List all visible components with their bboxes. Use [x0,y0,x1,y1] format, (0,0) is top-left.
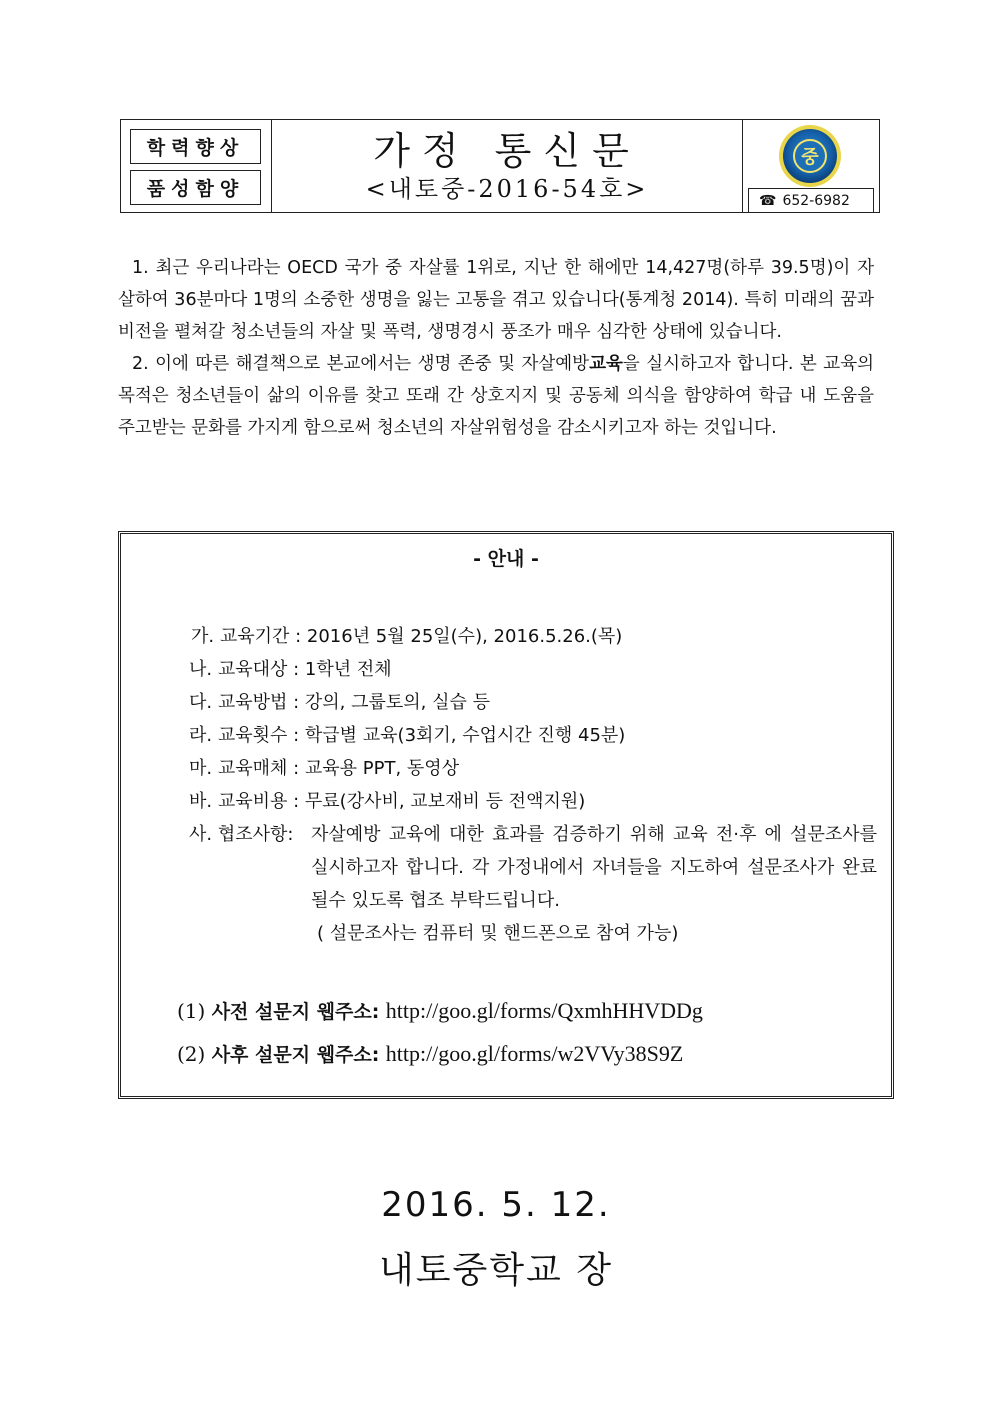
issue-date: 2016. 5. 12. [381,1185,611,1225]
intro-paragraph-1: 1. 최근 우리나라는 OECD 국가 중 자살률 1위로, 지난 한 해에만 14,427명(하루 39.5명)이 자살하여 36분마다 1명의 소중한 생명을 잃는 고통을 겪고 있습니다(통계청 2014). 특히 미래의 꿈과 비전을 펼쳐갈 청소년들의 자살 및 폭력, 생명경시 풍조가 매우 심각한 상태에 있습니다. [118,258,874,342]
page-title: 가정 통신문 [373,129,641,173]
title-column [272,120,743,212]
survey-links [177,990,703,1076]
notice-title: - 안내 - [473,548,539,570]
motto-character: 품성함양 [130,170,261,205]
motto-column [121,120,272,212]
cooperation-text: 자살예방 교육에 대한 효과를 검증하기 위해 교육 전·후 에 설문조사를 실시하고자 합니다. 각 가정내에서 자녀들을 지도하여 설문조사가 완료 될수 있도록 협조 부탁드립니다. [311,824,877,911]
intro-text [118,252,874,444]
notice-item: 가. 교육기간 : 2016년 5월 25일(수), 2016.5.26.(목) [191,626,623,647]
phone-number: 652-6982 [782,192,850,209]
telephone-icon: ☎ [759,192,777,209]
letter-header [120,119,880,213]
intro-p2-start: 2. 이에 따른 해결책으로 본교에서는 생명 존중 및 자살예방 [132,354,590,374]
pre-survey-url[interactable]: http://goo.gl/forms/QxmhHHVDDg [385,998,703,1023]
post-survey-number: (2) [177,1042,206,1066]
notice-item: 바. 교육비용 : 무료(강사비, 교보재비 등 전액지원) [189,791,586,812]
intro-p2-bold: 교육 [589,354,623,374]
phone-number-box [748,188,874,212]
principal-signature: 내토중학교 장 [378,1250,614,1291]
cooperation-request [189,818,879,950]
cooperation-note: ( 설문조사는 컴퓨터 및 핸드폰으로 참여 가능) [317,923,679,944]
post-survey-label: 사후 설문지 웹주소: [211,1044,380,1066]
pre-survey-label: 사전 설문지 웹주소: [211,1001,380,1023]
cooperation-label: 사. 협조사항: [189,824,294,845]
intro-p2-end: 을 실시하고자 합니다. 본 교육의 목적은 청소년들이 삶의 이유를 찾고 또래 간 상호지지 및 공동체 의식을 함양하여 학급 내 도움을 주고받는 문화를 가지게 함으로써 청소년의 자살위험성을 감소시키고자 하는 것입니다. [118,354,874,438]
notice-items [189,620,879,950]
svg-text:중: 중 [801,147,819,168]
pre-survey-line [177,990,703,1033]
cooperation-body [311,818,877,950]
intro-paragraph-2 [118,348,874,444]
issue-number: <내토중-2016-54호> [365,175,649,203]
notice-item: 다. 교육방법 : 강의, 그룹토의, 실습 등 [189,692,490,713]
post-survey-url[interactable]: http://goo.gl/forms/w2VVy38S9Z [385,1041,684,1066]
post-survey-line [177,1033,703,1076]
motto-academic: 학력향상 [130,129,261,164]
logo-column [743,120,879,212]
notice-item: 나. 교육대상 : 1학년 전체 [189,659,392,680]
notice-item: 라. 교육횟수 : 학급별 교육(3회기, 수업시간 진행 45분) [189,725,626,746]
notice-item: 마. 교육매체 : 교육용 PPT, 동영상 [189,758,460,779]
pre-survey-number: (1) [177,999,206,1023]
school-emblem-icon [778,124,842,188]
notice-box [118,531,894,1099]
